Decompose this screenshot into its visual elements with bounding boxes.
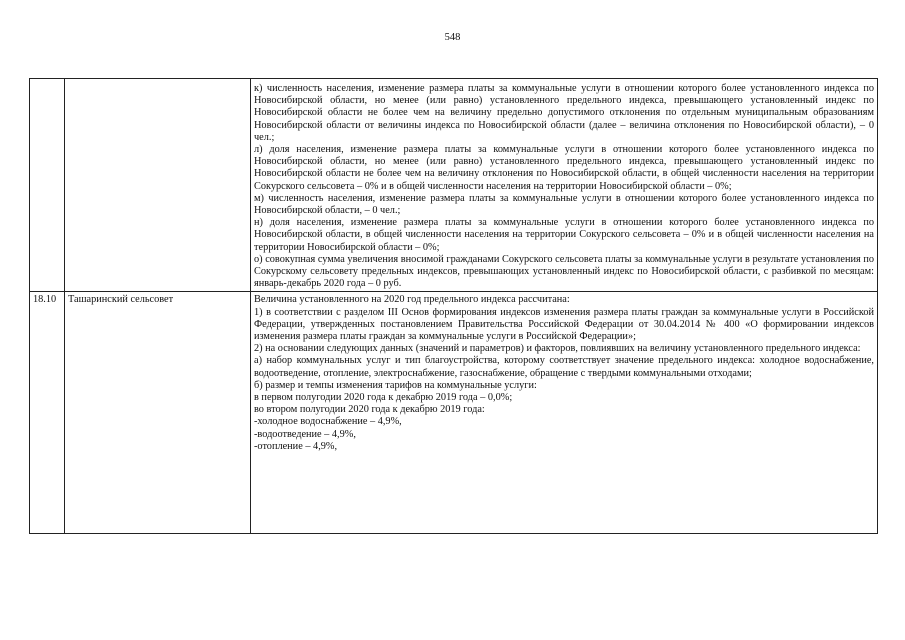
paragraph-o: о) совокупная сумма увеличения вносимой гражданами Сокурского сельсовета платы за коммунальные услуги в результате установления по Сокурскому сельсовету предельных индексов, превышающих установленный индекс по Новосибирской области, с разбивкой по месяцам: январь-декабрь 2020 года – 0 руб. [254,253,874,290]
table-row [30,79,878,292]
paragraph-n: н) доля населения, изменение размера платы за коммунальные услуги в отношении которого более установленного индекса по Новосибирской области, в общей численности населения на территории Сокурского сельсовета – 0% и в общей численности населения на территории Новосибирской области – 0%; [254,217,874,253]
row-number-cell: 18.10 [30,292,65,534]
paragraph-1: 1) в соответствии с разделом III Основ формирования индексов изменения размера платы граждан за коммунальные услуги в Российской Федерации, утвержденных постановлением Правительства Российской Федерации от 30.04.2014 № 400 «О формировании индексов изменения размера платы граждан за коммунальные услуги в Российской Федерации»; [254,306,874,343]
municipality-name-cell: Ташаринский сельсовет [65,292,251,534]
list-item: -отопление – 4,9%, [254,440,338,452]
description-cell [251,79,878,292]
paragraph-first-half: в первом полугодии 2020 года к декабрю 2019 года – 0,0%; [254,392,513,404]
list-item: -водоотведение – 4,9%, [254,428,356,440]
paragraph-second-half: во втором полугодии 2020 года к декабрю 2019 года: [254,404,485,416]
paragraph-l: л) доля населения, изменение размера платы за коммунальные услуги в отношении которого более установленного индекса по Новосибирской области, но менее (или равно) установленного предельного индекса, превышающего установленный индекс по Новосибирской области не более чем на величину отклонения по Новосибирской области, в общей численности населения на территории Сокурского сельсовета – 0% и в общей численности населения на территории Новосибирской области – 0%; [254,144,874,192]
paragraph-intro: Величина установленного на 2020 год предельного индекса рассчитана: [254,294,570,306]
page-number: 548 [444,32,461,43]
list-item: -холодное водоснабжение – 4,9%, [254,416,402,428]
paragraph-k: к) численность населения, изменение размера платы за коммунальные услуги в отношении которого более установленного индекса по Новосибирской области, но менее (или равно) установленного предельного индекса, превышающего установленный индекс по Новосибирской области не более чем на величину предельно допустимого отклонения по отдельным муниципальным образованиям Новосибирской области от величины индекса по Новосибирской области (далее – величина отклонения по Новосибирской области), – 0 чел.; [254,83,874,143]
paragraph-2: 2) на основании следующих данных (значений и параметров) и факторов, повлиявших на величину установленного предельного индекса: [254,343,861,355]
description-cell [251,292,878,534]
municipality-name-cell [65,79,251,292]
paragraph-a: а) набор коммунальных услуг и тип благоустройства, которому соответствует значение предельного индекса: холодное водоснабжение, водоотведение, отопление, электроснабжение, газоснабжение, обращение с твердыми коммунальными отходами; [254,355,874,379]
paragraph-b: б) размер и темпы изменения тарифов на коммунальные услуги: [254,379,537,391]
row-number-cell [30,79,65,292]
paragraph-m: м) численность населения, изменение размера платы за коммунальные услуги в отношении которого более установленного индекса по Новосибирской области, – 0 чел.; [254,192,874,217]
table-row [30,292,878,534]
regulation-table [29,78,878,534]
